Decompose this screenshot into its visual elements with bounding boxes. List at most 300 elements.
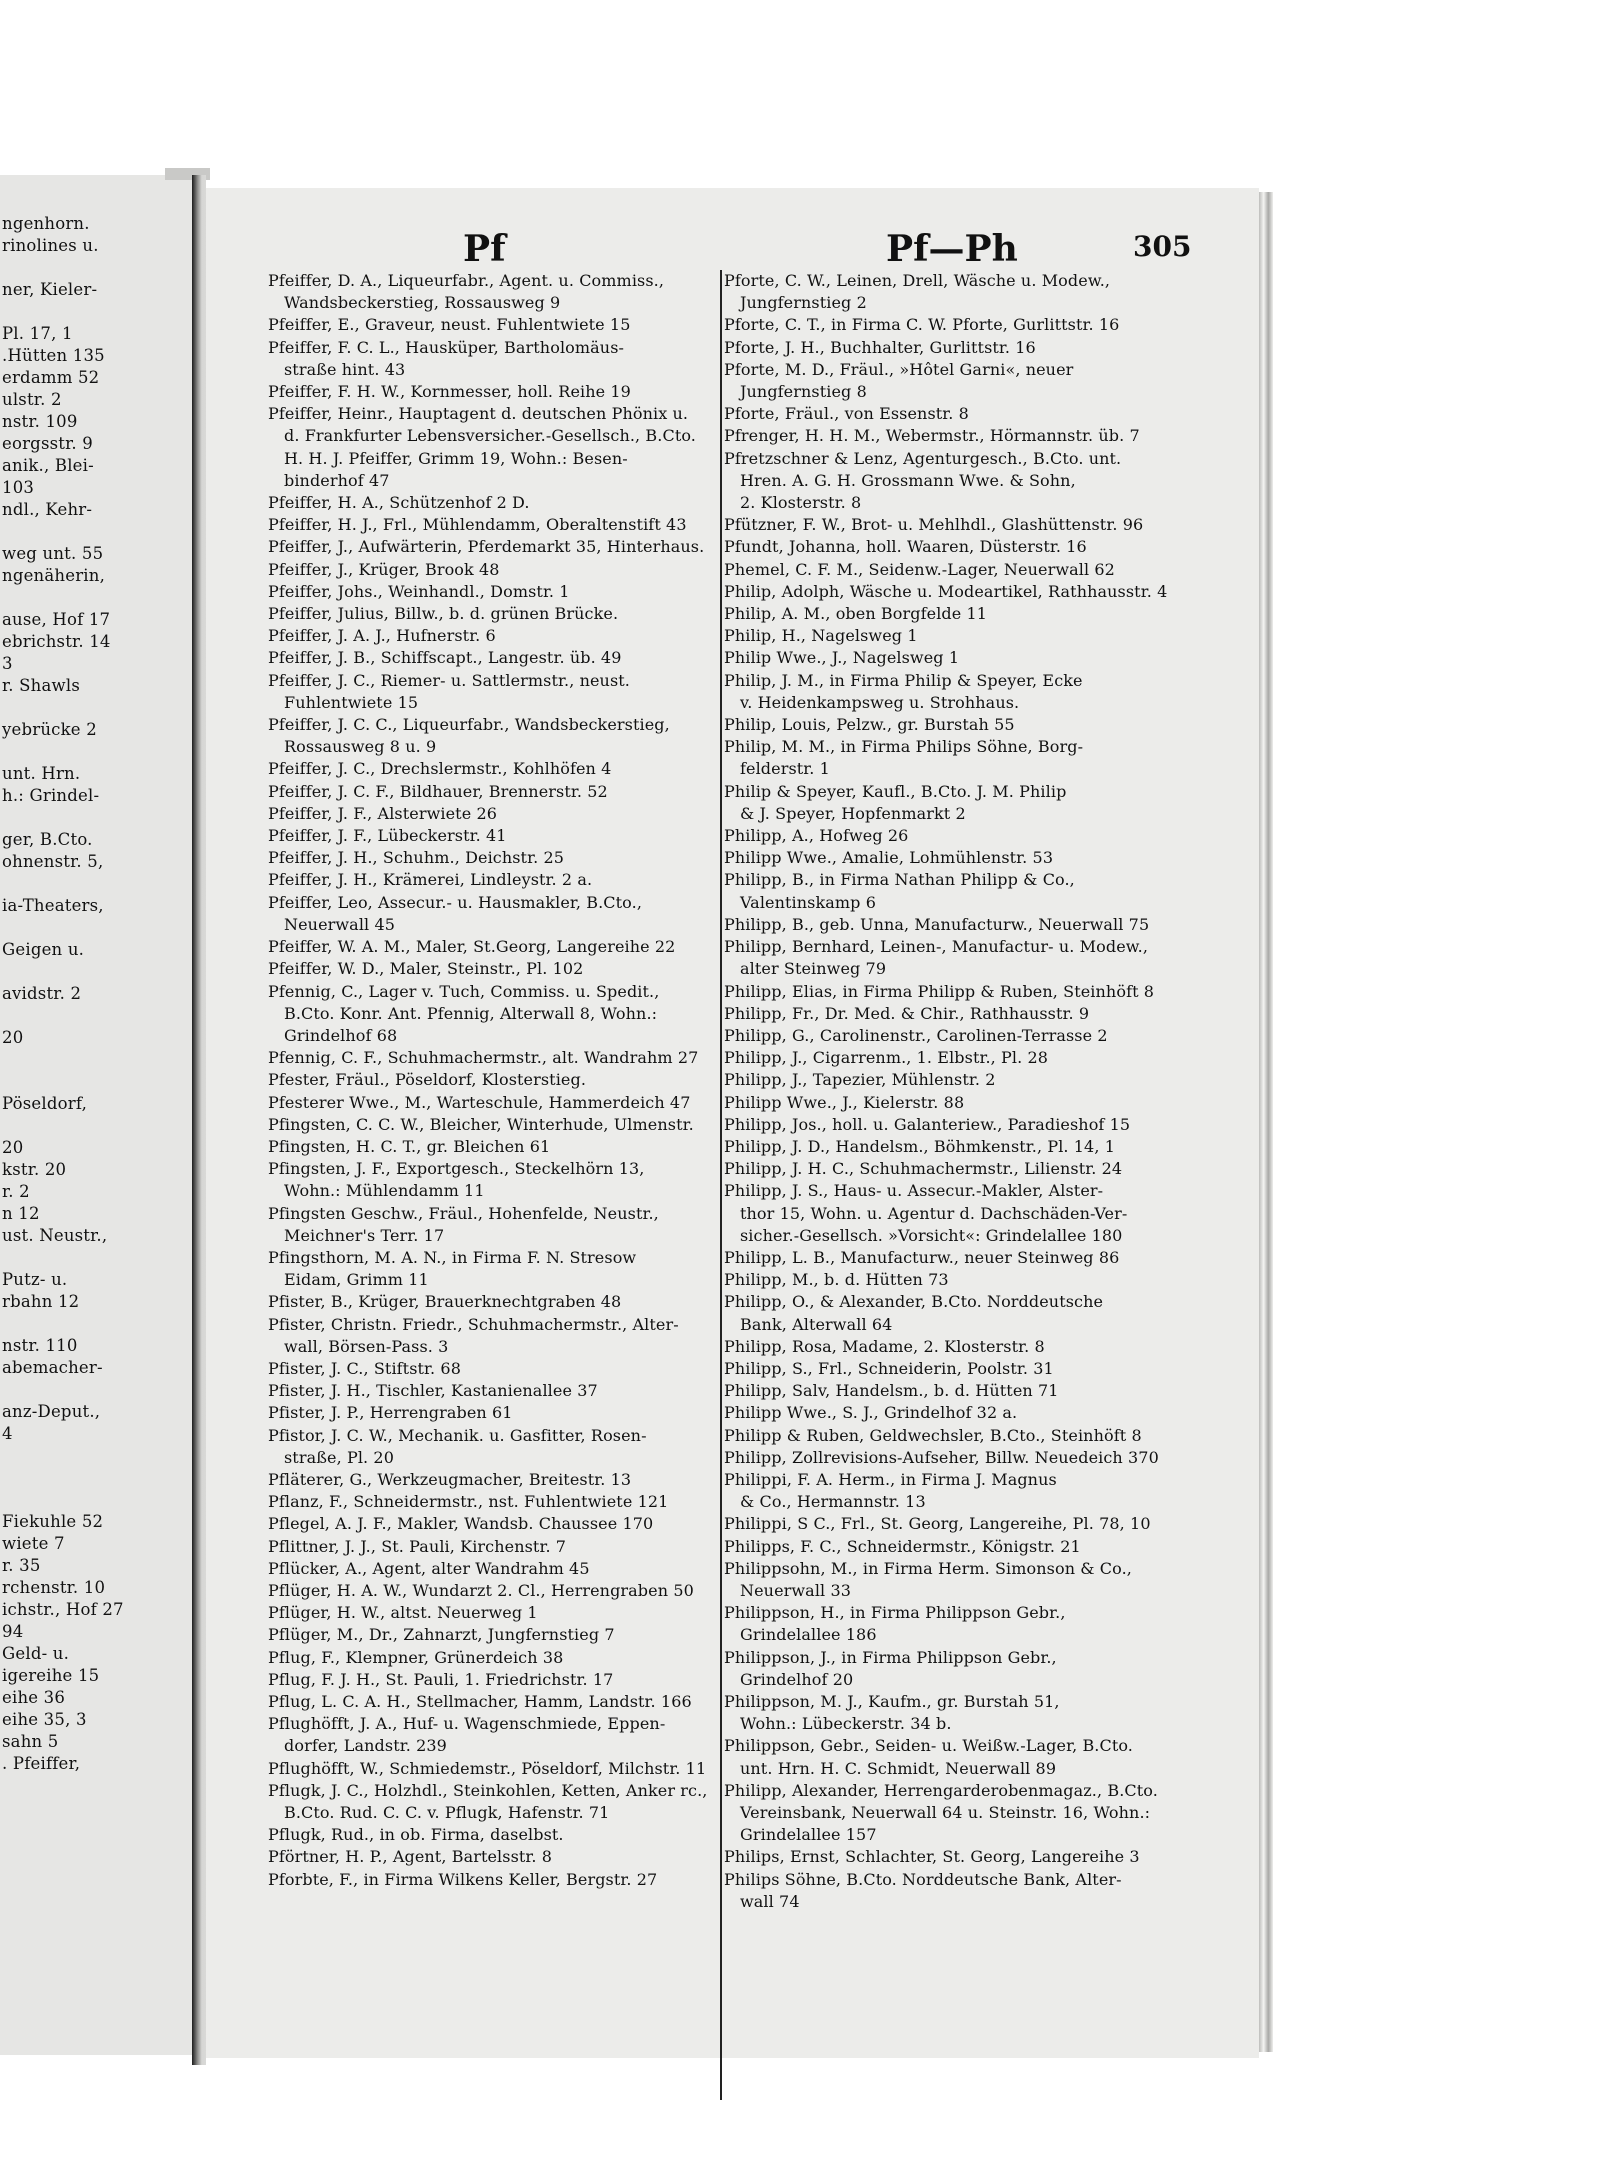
directory-entry <box>724 337 1174 359</box>
entry-line: Philipp, J. D., Handelsm., Böhmkenstr., Pl. 14, 1 <box>724 1136 1115 1156</box>
entry-line: Pfeiffer, H. J., Frl., Mühlendamm, Oberaltenstift 43 <box>268 515 687 535</box>
directory-entry <box>268 1491 718 1513</box>
left-page-line: rbahn 12 <box>2 1292 80 1311</box>
left-page-line: r. Shawls <box>2 676 80 695</box>
entry-line: Pfeiffer, J. F., Alsterwiete 26 <box>268 803 498 823</box>
entry-line: Pfeiffer, J. C., Drechslermstr., Kohlhöfen 4 <box>268 759 612 779</box>
entry-line: Pfeiffer, Julius, Billw., b. d. grünen Brücke. <box>268 604 619 624</box>
entry-line: Pfingsten, H. C. T., gr. Bleichen 61 <box>268 1136 551 1156</box>
entry-line: Pfistor, J. C. W., Mechanik. u. Gasfitter, Rosen- <box>268 1425 647 1445</box>
entry-continuation-line: d. Frankfurter Lebensversicher.-Gesellsch., B.Cto. <box>284 426 696 446</box>
directory-entry <box>724 270 1174 314</box>
entry-line: Philip, M. M., in Firma Philips Söhne, Borg- <box>724 737 1084 757</box>
entry-line: Pfeiffer, Leo, Assecur.- u. Hausmakler, B.Cto., <box>268 892 643 912</box>
directory-entry <box>268 1402 718 1424</box>
entry-continuation-line: B.Cto. Konr. Ant. Pfennig, Alterwall 8, Wohn.: <box>284 1003 658 1023</box>
directory-entry <box>724 869 1174 913</box>
entry-continuation-line: Vereinsbank, Neuerwall 64 u. Steinstr. 16, Wohn.: <box>740 1803 1151 1823</box>
left-page-line: 94 <box>2 1622 24 1641</box>
entry-line: Pfister, J. H., Tischler, Kastanienallee 37 <box>268 1381 598 1401</box>
entry-line: Pfeiffer, J. H., Schuhm., Deichstr. 25 <box>268 848 565 868</box>
directory-entry <box>724 1114 1174 1136</box>
entry-line: Phemel, C. F. M., Seidenw.-Lager, Neuerwall 62 <box>724 559 1115 579</box>
left-page-line: ulstr. 2 <box>2 390 62 409</box>
book-gutter <box>192 175 206 2065</box>
directory-entry <box>268 1203 718 1247</box>
entry-line: Philip & Speyer, Kaufl., B.Cto. J. M. Philip <box>724 781 1067 801</box>
entry-continuation-line: Jungfernstieg 2 <box>740 293 867 313</box>
directory-entry <box>268 337 718 381</box>
directory-entry <box>268 1846 718 1868</box>
directory-entry <box>724 1025 1174 1047</box>
entry-line: Philips Söhne, B.Cto. Norddeutsche Bank, Alter- <box>724 1869 1122 1889</box>
directory-entry <box>268 536 718 558</box>
entry-continuation-line: Valentinskamp 6 <box>740 892 876 912</box>
directory-entry <box>724 1602 1174 1646</box>
entry-line: Philipp, L. B., Manufacturw., neuer Steinweg 86 <box>724 1247 1120 1267</box>
entry-continuation-line: Grindelhof 20 <box>740 1669 854 1689</box>
entry-continuation-line: Grindelhof 68 <box>284 1025 398 1045</box>
entry-line: Pfennig, C., Lager v. Tuch, Commiss. u. Spedit., <box>268 981 660 1001</box>
left-page-line <box>0 1247 192 1269</box>
directory-entry <box>724 314 1174 336</box>
directory-entry <box>268 670 718 714</box>
directory-entry <box>268 492 718 514</box>
directory-entry <box>724 536 1174 558</box>
directory-entry <box>268 958 718 980</box>
directory-entry <box>724 581 1174 603</box>
directory-entry <box>724 847 1174 869</box>
entry-continuation-line: Fuhlentwiete 15 <box>284 692 419 712</box>
directory-entry <box>268 1114 718 1136</box>
entry-line: Pfeiffer, J. B., Schiffscapt., Langestr. üb. 49 <box>268 648 622 668</box>
entry-line: Pfläterer, G., Werkzeugmacher, Breitestr. 13 <box>268 1469 632 1489</box>
left-page-line: h.: Grindel- <box>2 786 100 805</box>
entry-continuation-line: & Co., Hermannstr. 13 <box>740 1492 926 1512</box>
left-page-line <box>0 961 192 983</box>
directory-entry <box>268 1691 718 1713</box>
left-page-line: ngenäherin, <box>2 566 106 585</box>
left-page-line: ebrichstr. 14 <box>2 632 111 651</box>
left-page-line: eorgsstr. 9 <box>2 434 93 453</box>
directory-entry <box>724 1003 1174 1025</box>
left-page-line <box>0 521 192 543</box>
entry-continuation-line: alter Steinweg 79 <box>740 959 887 979</box>
directory-entry <box>724 1158 1174 1180</box>
left-page-line: Geld- u. <box>2 1644 70 1663</box>
entry-continuation-line: straße, Pl. 20 <box>284 1447 394 1467</box>
entry-line: Philipp, A., Hofweg 26 <box>724 826 909 846</box>
entry-line: Philipp, Jos., holl. u. Galanteriew., Paradieshof 15 <box>724 1114 1131 1134</box>
left-page-line: 103 <box>2 478 35 497</box>
directory-entry <box>268 270 718 314</box>
directory-entry <box>724 603 1174 625</box>
entry-continuation-line: H. H. J. Pfeiffer, Grimm 19, Wohn.: Besen- <box>284 448 628 468</box>
entry-continuation-line: binderhof 47 <box>284 470 390 490</box>
entry-line: Philipp Wwe., S. J., Grindelhof 32 a. <box>724 1403 1018 1423</box>
entry-line: Pforbte, F., in Firma Wilkens Keller, Bergstr. 27 <box>268 1869 658 1889</box>
left-page-line: erdamm 52 <box>2 368 100 387</box>
left-page-line: avidstr. 2 <box>2 984 82 1003</box>
entry-continuation-line: Meichner's Terr. 17 <box>284 1225 445 1245</box>
left-page-line: ust. Neustr., <box>2 1226 108 1245</box>
entry-line: Philipp, B., geb. Unna, Manufacturw., Neuerwall 75 <box>724 914 1150 934</box>
left-page-line <box>0 1313 192 1335</box>
entry-continuation-line: Neuerwall 33 <box>740 1580 852 1600</box>
entry-continuation-line: unt. Hrn. H. C. Schmidt, Neuerwall 89 <box>740 1758 1057 1778</box>
running-head <box>206 228 1259 268</box>
entry-line: Philip Wwe., J., Nagelsweg 1 <box>724 648 960 668</box>
entry-line: Philipp, O., & Alexander, B.Cto. Norddeutsche <box>724 1292 1104 1312</box>
left-page-line: r. 2 <box>2 1182 30 1201</box>
entry-line: Pflug, L. C. A. H., Stellmacher, Hamm, Landstr. 166 <box>268 1692 692 1711</box>
left-page-line <box>0 1379 192 1401</box>
directory-entry <box>268 825 718 847</box>
left-page-line <box>0 697 192 719</box>
entry-line: Philipps, F. C., Schneidermstr., Königstr. 21 <box>724 1536 1081 1556</box>
entry-continuation-line: Wohn.: Mühlendamm 11 <box>284 1181 485 1201</box>
directory-entry <box>724 1735 1174 1779</box>
directory-entry <box>724 1380 1174 1402</box>
left-page-line: ngenhorn. <box>2 214 90 233</box>
directory-entry <box>268 1713 718 1757</box>
directory-column-left <box>268 270 718 1891</box>
entry-line: Pflüger, M., Dr., Zahnarzt, Jungfernstieg 7 <box>268 1625 615 1645</box>
entry-continuation-line: thor 15, Wohn. u. Agentur d. Dachschäden-Ver- <box>740 1203 1128 1223</box>
directory-entry <box>268 1314 718 1358</box>
directory-entry <box>724 1047 1174 1069</box>
directory-entry <box>268 647 718 669</box>
entry-continuation-line: Eidam, Grimm 11 <box>284 1270 429 1290</box>
directory-entry <box>268 1469 718 1491</box>
entry-line: Philippson, Gebr., Seiden- u. Weißw.-Lager, B.Cto. <box>724 1736 1133 1756</box>
entry-line: Pfister, J. P., Herrengraben 61 <box>268 1403 513 1423</box>
directory-entry <box>268 1536 718 1558</box>
directory-entry <box>268 1580 718 1602</box>
entry-line: Pfingsten Geschw., Fräul., Hohenfelde, Neustr., <box>268 1203 659 1223</box>
entry-line: Pflanz, F., Schneidermstr., nst. Fuhlentwiete 121 <box>268 1492 669 1512</box>
left-page-line <box>0 257 192 279</box>
left-page-line: sahn 5 <box>2 1732 59 1751</box>
left-page-line <box>0 1467 192 1489</box>
right-page <box>206 188 1259 2058</box>
directory-entry <box>724 936 1174 980</box>
entry-line: Pfeiffer, W. A. M., Maler, St.Georg, Langereihe 22 <box>268 937 676 957</box>
directory-entry <box>268 803 718 825</box>
directory-entry <box>724 514 1174 536</box>
directory-entry <box>724 714 1174 736</box>
left-page-line: ia-Theaters, <box>2 896 104 915</box>
entry-line: Pfingsten, C. C. W., Bleicher, Winterhude, Ulmenstr. <box>268 1114 694 1134</box>
entry-line: Pflegel, A. J. F., Makler, Wandsb. Chaussee 170 <box>268 1514 654 1534</box>
directory-entry <box>268 625 718 647</box>
directory-entry <box>268 514 718 536</box>
left-page-line: nstr. 109 <box>2 412 78 431</box>
running-head-right: Pf—Ph <box>886 228 1018 270</box>
left-page-line: ohnenstr. 5, <box>2 852 104 871</box>
entry-line: Philippson, M. J., Kaufm., gr. Burstah 51, <box>724 1692 1060 1711</box>
entry-line: Pfester, Fräul., Pöseldorf, Klosterstieg. <box>268 1070 587 1090</box>
left-page-line: anik., Blei- <box>2 456 94 475</box>
entry-line: Pfister, Christn. Friedr., Schuhmachermstr., Alter- <box>268 1314 679 1334</box>
directory-entry <box>268 714 718 758</box>
directory-entry <box>268 758 718 780</box>
entry-line: Philipp, J., Cigarrenm., 1. Elbstr., Pl. 28 <box>724 1048 1049 1068</box>
directory-entry <box>724 1425 1174 1447</box>
entry-line: Philippi, F. A. Herm., in Firma J. Magnus <box>724 1469 1057 1489</box>
entry-line: Philipp, Salv, Handelsm., b. d. Hütten 71 <box>724 1381 1059 1401</box>
entry-line: Pforte, M. D., Fräul., »Hôtel Garni«, neuer <box>724 359 1074 379</box>
left-page-line: yebrücke 2 <box>2 720 97 739</box>
entry-line: Pfeiffer, F. C. L., Hausküper, Bartholomäus- <box>268 337 625 357</box>
directory-entry <box>724 736 1174 780</box>
directory-entry <box>268 403 718 492</box>
left-page-line <box>0 1005 192 1027</box>
left-page-text <box>0 213 192 1775</box>
entry-continuation-line: sicher.-Gesellsch. »Vorsicht«: Grindelallee 180 <box>740 1225 1123 1245</box>
directory-entry <box>724 647 1174 669</box>
left-page-line: 20 <box>2 1028 24 1047</box>
directory-entry <box>268 1647 718 1669</box>
left-page-line: Geigen u. <box>2 940 85 959</box>
entry-line: Philips, Ernst, Schlachter, St. Georg, Langereihe 3 <box>724 1847 1140 1867</box>
left-page-line: igereihe 15 <box>2 1666 100 1685</box>
left-page-line <box>0 1489 192 1511</box>
entry-line: Pfeiffer, J. H., Krämerei, Lindleystr. 2 a. <box>268 870 593 890</box>
entry-line: Pfeiffer, E., Graveur, neust. Fuhlentwiete 15 <box>268 315 631 335</box>
directory-entry <box>724 1691 1174 1735</box>
directory-entry <box>268 981 718 1048</box>
left-page-line: Putz- u. <box>2 1270 68 1289</box>
directory-entry <box>268 1869 718 1891</box>
entry-line: Philippson, H., in Firma Philippson Gebr., <box>724 1603 1066 1623</box>
entry-line: Pfingsten, J. F., Exportgesch., Steckelhörn 13, <box>268 1159 645 1179</box>
entry-line: Pflugk, J. C., Holzhdl., Steinkohlen, Ketten, Anker rc., <box>268 1780 708 1800</box>
directory-entry <box>268 1358 718 1380</box>
directory-entry <box>268 1425 718 1469</box>
entry-continuation-line: Rossausweg 8 u. 9 <box>284 737 437 757</box>
left-page-line: nstr. 110 <box>2 1336 78 1355</box>
entry-line: Philipp, Zollrevisions-Aufseher, Billw. Neuedeich 370 <box>724 1447 1159 1467</box>
entry-continuation-line: 2. Klosterstr. 8 <box>740 493 862 513</box>
left-page-line: ndl., Kehr- <box>2 500 93 519</box>
entry-line: Pfeiffer, H. A., Schützenhof 2 D. <box>268 493 530 513</box>
left-page <box>0 175 192 2055</box>
left-page-line: rchenstr. 10 <box>2 1578 106 1597</box>
left-page-line: ner, Kieler- <box>2 280 98 299</box>
left-page-line: weg unt. 55 <box>2 544 104 563</box>
entry-line: Pflüger, H. W., altst. Neuerweg 1 <box>268 1603 538 1623</box>
entry-line: Pfeiffer, J. C. C., Liqueurfabr., Wandsbeckerstieg, <box>268 715 670 735</box>
directory-entry <box>724 625 1174 647</box>
column-divider <box>720 270 722 2100</box>
directory-entry <box>724 448 1174 515</box>
entry-line: Pfeiffer, Johs., Weinhandl., Domstr. 1 <box>268 581 570 601</box>
entry-line: Pfeiffer, J. C. F., Bildhauer, Brennerstr. 52 <box>268 781 608 801</box>
directory-entry <box>268 1758 718 1780</box>
directory-entry <box>724 781 1174 825</box>
entry-line: Philipp, Elias, in Firma Philipp & Ruben, Steinhöft 8 <box>724 981 1155 1001</box>
entry-line: Pflughöfft, W., Schmiedemstr., Pöseldorf, Milchstr. 11 <box>268 1758 707 1778</box>
directory-entry <box>268 1624 718 1646</box>
entry-line: Pfeiffer, Heinr., Hauptagent d. deutschen Phönix u. <box>268 404 689 424</box>
entry-line: Pfister, J. C., Stiftstr. 68 <box>268 1358 461 1378</box>
entry-line: Pfundt, Johanna, holl. Waaren, Düsterstr. 16 <box>724 537 1087 557</box>
directory-entry <box>724 403 1174 425</box>
directory-entry <box>724 1513 1174 1535</box>
entry-line: Pfrenger, H. H. M., Webermstr., Hörmannstr. üb. 7 <box>724 426 1140 446</box>
left-page-line: anz-Deput., <box>2 1402 101 1421</box>
directory-entry <box>724 1647 1174 1691</box>
directory-entry <box>268 1780 718 1824</box>
entry-line: Philipp, S., Frl., Schneiderin, Poolstr. 31 <box>724 1358 1054 1378</box>
entry-line: Philipp Wwe., J., Kielerstr. 88 <box>724 1092 965 1112</box>
entry-line: Pflug, F., Klempner, Grünerdeich 38 <box>268 1647 564 1667</box>
left-page-line <box>0 1071 192 1093</box>
directory-entry <box>268 892 718 936</box>
left-page-line: eihe 36 <box>2 1688 66 1707</box>
left-page-line: n 12 <box>2 1204 40 1223</box>
directory-entry <box>724 359 1174 403</box>
directory-entry <box>724 1469 1174 1513</box>
entry-line: Philipp, Fr., Dr. Med. & Chir., Rathhausstr. 9 <box>724 1003 1090 1023</box>
entry-line: Pflittner, J. J., St. Pauli, Kirchenstr. 7 <box>268 1536 567 1556</box>
entry-line: Philippi, S C., Frl., St. Georg, Langereihe, Pl. 78, 10 <box>724 1514 1151 1534</box>
directory-entry <box>724 1846 1174 1868</box>
directory-entry <box>268 1558 718 1580</box>
entry-line: Philipp, B., in Firma Nathan Philipp & Co., <box>724 870 1075 890</box>
directory-entry <box>724 1069 1174 1091</box>
directory-entry <box>268 1291 718 1313</box>
entry-line: Pfesterer Wwe., M., Warteschule, Hammerdeich 47 <box>268 1092 691 1112</box>
directory-entry <box>724 825 1174 847</box>
directory-entry <box>724 1558 1174 1602</box>
directory-entry <box>724 1358 1174 1380</box>
directory-entry <box>724 559 1174 581</box>
entry-continuation-line: Neuerwall 45 <box>284 914 396 934</box>
directory-entry <box>724 1180 1174 1247</box>
page-number: 305 <box>1133 230 1192 263</box>
entry-line: Philip, Adolph, Wäsche u. Modeartikel, Rathhausstr. 4 <box>724 581 1168 601</box>
entry-line: Pfeiffer, J. C., Riemer- u. Sattlermstr., neust. <box>268 670 630 690</box>
entry-continuation-line: Grindelallee 186 <box>740 1625 877 1645</box>
directory-entry <box>724 1291 1174 1335</box>
left-page-line: wiete 7 <box>2 1534 65 1553</box>
left-page-line: ause, Hof 17 <box>2 610 111 629</box>
directory-entry <box>724 1136 1174 1158</box>
entry-line: Philipp, M., b. d. Hütten 73 <box>724 1270 949 1290</box>
directory-entry <box>268 1158 718 1202</box>
entry-continuation-line: Grindelallee 157 <box>740 1825 877 1845</box>
entry-line: Pforte, C. T., in Firma C. W. Pforte, Gurlittstr. 16 <box>724 315 1120 335</box>
directory-entry <box>724 1780 1174 1847</box>
entry-line: Pfeiffer, D. A., Liqueurfabr., Agent. u. Commiss., <box>268 271 665 290</box>
entry-line: Philippson, J., in Firma Philippson Gebr., <box>724 1647 1057 1667</box>
entry-line: Pfennig, C. F., Schuhmachermstr., alt. Wandrahm 27 <box>268 1048 699 1068</box>
directory-entry <box>268 869 718 891</box>
entry-line: Philipp, J. S., Haus- u. Assecur.-Makler, Alster- <box>724 1181 1104 1201</box>
directory-entry <box>268 936 718 958</box>
entry-continuation-line: straße hint. 43 <box>284 359 406 379</box>
entry-line: Philipp & Ruben, Geldwechsler, B.Cto., Steinhöft 8 <box>724 1425 1142 1445</box>
left-page-line: Fiekuhle 52 <box>2 1512 104 1531</box>
directory-entry <box>724 1269 1174 1291</box>
entry-line: Pflüger, H. A. W., Wundarzt 2. Cl., Herrengraben 50 <box>268 1580 694 1600</box>
entry-continuation-line: wall, Börsen-Pass. 3 <box>284 1336 449 1356</box>
entry-line: Pflücker, A., Agent, alter Wandrahm 45 <box>268 1558 590 1578</box>
entry-line: Pfister, B., Krüger, Brauerknechtgraben 48 <box>268 1292 622 1312</box>
directory-entry <box>724 1092 1174 1114</box>
entry-line: Pfeiffer, J., Krüger, Brook 48 <box>268 559 500 579</box>
entry-line: Philipp, G., Carolinenstr., Carolinen-Terrasse 2 <box>724 1025 1108 1045</box>
left-page-line: ichstr., Hof 27 <box>2 1600 124 1619</box>
directory-entry <box>268 314 718 336</box>
entry-line: Pfeiffer, W. D., Maler, Steinstr., Pl. 102 <box>268 959 584 979</box>
directory-entry <box>268 1047 718 1069</box>
directory-entry <box>268 1824 718 1846</box>
left-page-line <box>0 301 192 323</box>
directory-entry <box>724 981 1174 1003</box>
directory-entry <box>724 1869 1174 1913</box>
entry-line: Philip, H., Nagelsweg 1 <box>724 626 918 646</box>
left-page-line: . Pfeiffer, <box>2 1754 81 1773</box>
directory-entry <box>724 425 1174 447</box>
directory-entry <box>268 559 718 581</box>
entry-line: Philippsohn, M., in Firma Herm. Simonson & Co., <box>724 1558 1132 1578</box>
entry-line: Pforte, C. W., Leinen, Drell, Wäsche u. Modew., <box>724 271 1111 290</box>
entry-line: Pfeiffer, F. H. W., Kornmesser, holl. Reihe 19 <box>268 382 631 402</box>
left-page-line: unt. Hrn. <box>2 764 81 783</box>
left-page-line <box>0 807 192 829</box>
entry-line: Pflugk, Rud., in ob. Firma, daselbst. <box>268 1825 564 1845</box>
entry-line: Pförtner, H. P., Agent, Bartelsstr. 8 <box>268 1847 553 1867</box>
directory-entry <box>268 1669 718 1691</box>
left-page-line: .Hütten 135 <box>2 346 105 365</box>
directory-entry <box>268 1136 718 1158</box>
directory-entry <box>268 1069 718 1091</box>
entry-line: Pfretzschner & Lenz, Agenturgesch., B.Cto. unt. <box>724 448 1122 468</box>
entry-line: Pflug, F. J. H., St. Pauli, 1. Friedrichstr. 17 <box>268 1669 614 1689</box>
entry-continuation-line: & J. Speyer, Hopfenmarkt 2 <box>740 803 966 823</box>
entry-line: Pfeiffer, J. F., Lübeckerstr. 41 <box>268 826 507 846</box>
directory-entry <box>724 914 1174 936</box>
left-page-line <box>0 873 192 895</box>
directory-entry <box>268 1513 718 1535</box>
entry-continuation-line: Jungfernstieg 8 <box>740 382 867 402</box>
entry-continuation-line: Bank, Alterwall 64 <box>740 1314 893 1334</box>
left-page-line: Pl. 17, 1 <box>2 324 73 343</box>
left-page-line <box>0 587 192 609</box>
entry-line: Philipp Wwe., Amalie, Lohmühlenstr. 53 <box>724 848 1054 868</box>
entry-line: Philip, A. M., oben Borgfelde 11 <box>724 604 988 624</box>
directory-entry <box>268 381 718 403</box>
left-page-line <box>0 1115 192 1137</box>
entry-line: Philipp, Alexander, Herrengarderobenmagaz., B.Cto. <box>724 1780 1158 1800</box>
entry-line: Philipp, Bernhard, Leinen-, Manufactur- u. Modew., <box>724 937 1149 957</box>
entry-continuation-line: Wandsbeckerstieg, Rossausweg 9 <box>284 293 561 313</box>
directory-entry <box>724 1402 1174 1424</box>
left-page-line: 20 <box>2 1138 24 1157</box>
running-head-left: Pf <box>463 228 506 270</box>
entry-line: Pfingsthorn, M. A. N., in Firma F. N. Stresow <box>268 1247 637 1267</box>
directory-entry <box>268 581 718 603</box>
directory-entry <box>724 670 1174 714</box>
entry-line: Pflughöfft, J. A., Huf- u. Wagenschmiede, Eppen- <box>268 1714 666 1734</box>
directory-entry <box>724 1447 1174 1469</box>
entry-continuation-line: B.Cto. Rud. C. C. v. Pflugk, Hafenstr. 71 <box>284 1803 610 1823</box>
directory-entry <box>268 781 718 803</box>
left-page-line: eihe 35, 3 <box>2 1710 87 1729</box>
